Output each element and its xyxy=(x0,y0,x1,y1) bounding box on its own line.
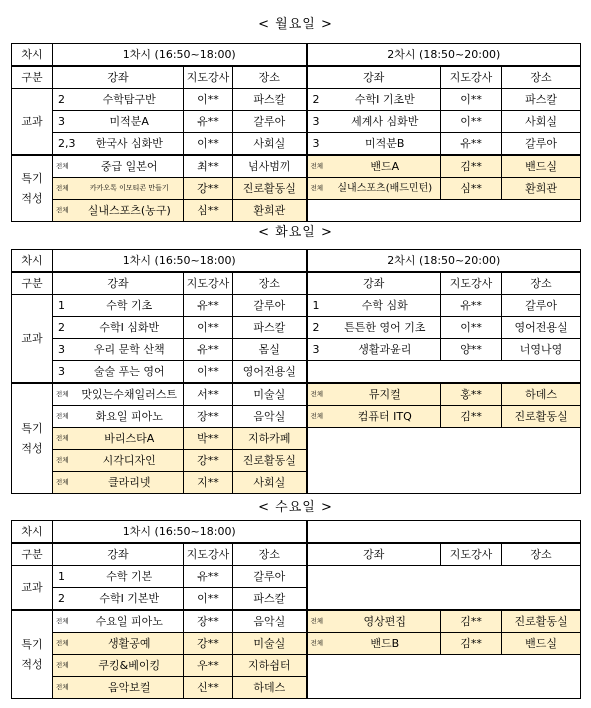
category-teukgi-line1: 특기 xyxy=(21,171,43,185)
course-name: 뮤지컬 xyxy=(330,383,441,406)
teacher-name: 최** xyxy=(184,155,233,178)
empty-cell xyxy=(307,655,581,699)
grade-number: 2,3 xyxy=(53,133,76,156)
course-name: 수학 기본 xyxy=(76,566,184,588)
teacher-name: 이** xyxy=(184,317,233,339)
teacher-name: 유** xyxy=(184,566,233,588)
session2-header: 2차시 (18:50~20:00) xyxy=(307,250,581,273)
course-name: 한국사 심화반 xyxy=(76,133,184,156)
place-name: 영어전용실 xyxy=(502,317,581,339)
course-name: 수요일 피아노 xyxy=(76,610,184,633)
place-name: 지하카페 xyxy=(233,428,307,450)
day-title-tuesday: < 화요일 > xyxy=(258,225,333,240)
all-grade-tag: 전체 xyxy=(53,655,76,677)
place-name: 갈루아 xyxy=(233,295,307,317)
teacher-name: 박** xyxy=(184,428,233,450)
course-name: 미적분B xyxy=(330,133,441,156)
course-name: 미적분A xyxy=(76,111,184,133)
column-header-row xyxy=(12,543,581,566)
course-name: 실내스포츠(배드민턴) xyxy=(330,178,441,200)
teacher-header: 지도강사 xyxy=(184,272,233,295)
course-name: 음악보컬 xyxy=(76,677,184,699)
category-teukgi xyxy=(12,610,53,699)
course-name: 수학탐구반 xyxy=(76,89,184,111)
course-name: 수학Ⅰ 기본반 xyxy=(76,588,184,611)
course-name: 클라리넷 xyxy=(76,472,184,494)
grade-number: 3 xyxy=(307,339,330,361)
teacher-name: 유** xyxy=(441,133,502,156)
category-teukgi-line2: 적성 xyxy=(21,657,43,671)
all-grade-tag: 전체 xyxy=(53,383,76,406)
teacher-name: 홍** xyxy=(441,383,502,406)
all-grade-tag: 전체 xyxy=(53,200,76,222)
place-header: 장소 xyxy=(502,272,581,295)
grade-number: 3 xyxy=(53,111,76,133)
all-grade-tag: 전체 xyxy=(53,178,76,200)
all-grade-tag: 전체 xyxy=(307,406,330,428)
course-name: 세계사 심화반 xyxy=(330,111,441,133)
all-grade-tag: 전체 xyxy=(53,155,76,178)
teacher-name: 이** xyxy=(184,133,233,156)
course-name: 쿠킹&베이킹 xyxy=(76,655,184,677)
course-name: 수학Ⅰ 기초반 xyxy=(330,89,441,111)
teacher-name: 유** xyxy=(184,339,233,361)
course-name: 시각디자인 xyxy=(76,450,184,472)
teacher-name: 유** xyxy=(184,295,233,317)
course-name: 맛있는수채일러스트 xyxy=(76,383,184,406)
teacher-name: 우** xyxy=(184,655,233,677)
teacher-name: 서** xyxy=(184,383,233,406)
table-row xyxy=(12,610,581,633)
grade-number: 1 xyxy=(53,295,76,317)
teacher-name: 이** xyxy=(441,111,502,133)
course-name: 컴퓨터 ITQ xyxy=(330,406,441,428)
gubun-label: 구분 xyxy=(12,543,53,566)
all-grade-tag: 전체 xyxy=(53,677,76,699)
place-name: 파스칼 xyxy=(502,89,581,111)
category-teukgi-line1: 특기 xyxy=(21,421,43,435)
teacher-name: 양** xyxy=(441,339,502,361)
place-name: 파스칼 xyxy=(233,89,307,111)
teacher-header: 지도강사 xyxy=(184,543,233,566)
all-grade-tag: 전체 xyxy=(307,610,330,633)
empty-cell xyxy=(307,200,581,222)
place-header: 장소 xyxy=(502,543,581,566)
table-row xyxy=(12,633,581,655)
teacher-name: 이** xyxy=(441,317,502,339)
place-name: 파스칼 xyxy=(233,317,307,339)
teacher-name: 이** xyxy=(184,361,233,384)
all-grade-tag: 전체 xyxy=(53,610,76,633)
place-name: 진로활동실 xyxy=(233,450,307,472)
course-name: 수학 심화 xyxy=(330,295,441,317)
table-row xyxy=(12,317,581,339)
session1-header: 1차시 (16:50~18:00) xyxy=(53,44,307,67)
teacher-name: 강** xyxy=(184,633,233,655)
place-header: 장소 xyxy=(233,543,307,566)
place-name: 진로활동실 xyxy=(502,610,581,633)
category-gyogwa: 교과 xyxy=(12,566,53,611)
place-name: 갈루아 xyxy=(502,295,581,317)
wednesday-table xyxy=(11,520,581,699)
all-grade-tag: 전체 xyxy=(53,428,76,450)
course-header: 강좌 xyxy=(307,66,441,89)
teacher-name: 장** xyxy=(184,610,233,633)
teacher-name: 이** xyxy=(184,588,233,611)
teacher-name: 장** xyxy=(184,406,233,428)
course-name: 생활과윤리 xyxy=(330,339,441,361)
place-name: 미술실 xyxy=(233,383,307,406)
course-header: 강좌 xyxy=(53,272,184,295)
all-grade-tag: 전체 xyxy=(307,633,330,655)
table-row xyxy=(12,383,581,406)
day-title-wednesday: < 수요일 > xyxy=(258,500,333,515)
empty-cell xyxy=(307,361,581,384)
teacher-header: 지도강사 xyxy=(441,272,502,295)
session2-header-empty xyxy=(307,521,581,544)
category-gyogwa: 교과 xyxy=(12,89,53,156)
tuesday-table xyxy=(11,249,581,494)
place-name: 음악실 xyxy=(233,610,307,633)
all-grade-tag: 전체 xyxy=(53,406,76,428)
session1-header: 1차시 (16:50~18:00) xyxy=(53,521,307,544)
gubun-label: 구분 xyxy=(12,66,53,89)
grade-number: 1 xyxy=(53,566,76,588)
course-name: 밴드B xyxy=(330,633,441,655)
course-name: 중급 일본어 xyxy=(76,155,184,178)
table-row xyxy=(12,295,581,317)
place-header: 장소 xyxy=(233,66,307,89)
course-name: 실내스포츠(농구) xyxy=(76,200,184,222)
table-row xyxy=(12,406,581,428)
teacher-name: 심** xyxy=(441,178,502,200)
place-name: 음악실 xyxy=(233,406,307,428)
grade-number: 3 xyxy=(53,339,76,361)
table-row xyxy=(12,655,581,677)
course-name: 튼튼한 영어 기초 xyxy=(330,317,441,339)
place-name: 하데스 xyxy=(502,383,581,406)
grade-number: 2 xyxy=(53,588,76,611)
place-header: 장소 xyxy=(502,66,581,89)
table-row xyxy=(12,178,581,200)
grade-number: 2 xyxy=(307,317,330,339)
monday-table xyxy=(11,43,581,222)
teacher-name: 김** xyxy=(441,610,502,633)
column-header-row xyxy=(12,272,581,295)
all-grade-tag: 전체 xyxy=(307,178,330,200)
grade-number: 3 xyxy=(307,111,330,133)
place-name: 환희관 xyxy=(502,178,581,200)
place-name: 밴드실 xyxy=(502,633,581,655)
place-name: 몸실 xyxy=(233,339,307,361)
teacher-name: 김** xyxy=(441,406,502,428)
all-grade-tag: 전체 xyxy=(53,472,76,494)
all-grade-tag: 전체 xyxy=(307,155,330,178)
all-grade-tag: 전체 xyxy=(307,383,330,406)
place-name: 진로활동실 xyxy=(502,406,581,428)
course-name: 영상편집 xyxy=(330,610,441,633)
teacher-name: 신** xyxy=(184,677,233,699)
course-header: 강좌 xyxy=(307,543,441,566)
grade-number: 3 xyxy=(307,133,330,156)
table-row xyxy=(12,566,581,588)
session-row xyxy=(12,44,581,67)
category-teukgi-line2: 적성 xyxy=(21,441,43,455)
place-name: 갈루아 xyxy=(233,111,307,133)
table-row xyxy=(12,89,581,111)
place-name: 밴드실 xyxy=(502,155,581,178)
chasi-label: 차시 xyxy=(12,250,53,273)
teacher-name: 강** xyxy=(184,450,233,472)
day-title-monday: < 월요일 > xyxy=(258,17,333,32)
teacher-name: 지** xyxy=(184,472,233,494)
teacher-header: 지도강사 xyxy=(184,66,233,89)
session1-header: 1차시 (16:50~18:00) xyxy=(53,250,307,273)
place-name: 사회실 xyxy=(233,472,307,494)
course-name: 수학 기초 xyxy=(76,295,184,317)
teacher-name: 이** xyxy=(184,89,233,111)
place-name: 환희관 xyxy=(233,200,307,222)
teacher-name: 이** xyxy=(441,89,502,111)
teacher-name: 강** xyxy=(184,178,233,200)
place-name: 갈루아 xyxy=(233,566,307,588)
teacher-name: 심** xyxy=(184,200,233,222)
session-row xyxy=(12,521,581,544)
course-header: 강좌 xyxy=(53,66,184,89)
category-gyogwa: 교과 xyxy=(12,295,53,384)
all-grade-tag: 전체 xyxy=(53,450,76,472)
teacher-name: 유** xyxy=(184,111,233,133)
place-name: 갈루아 xyxy=(502,133,581,156)
course-name: 카카오톡 이모티콘 만들기 xyxy=(76,178,184,200)
chasi-label: 차시 xyxy=(12,44,53,67)
course-name: 화요일 피아노 xyxy=(76,406,184,428)
course-name: 밴드A xyxy=(330,155,441,178)
teacher-header: 지도강사 xyxy=(441,543,502,566)
course-name: 술술 푸는 영어 xyxy=(76,361,184,384)
category-teukgi-line2: 적성 xyxy=(21,191,43,205)
place-name: 하데스 xyxy=(233,677,307,699)
place-name: 파스칼 xyxy=(233,588,307,611)
course-name: 생활공예 xyxy=(76,633,184,655)
course-name: 바리스타A xyxy=(76,428,184,450)
session2-header: 2차시 (18:50~20:00) xyxy=(307,44,581,67)
table-row xyxy=(12,155,581,178)
category-teukgi xyxy=(12,383,53,494)
session-row xyxy=(12,250,581,273)
chasi-label: 차시 xyxy=(12,521,53,544)
place-name: 너영나영 xyxy=(502,339,581,361)
course-name: 우리 문학 산책 xyxy=(76,339,184,361)
place-name: 넘사범끼 xyxy=(233,155,307,178)
grade-number: 1 xyxy=(307,295,330,317)
empty-cell xyxy=(307,566,581,611)
place-name: 사회실 xyxy=(502,111,581,133)
column-header-row xyxy=(12,66,581,89)
place-name: 진로활동실 xyxy=(233,178,307,200)
place-name: 영어전용실 xyxy=(233,361,307,384)
place-name: 지하쉼터 xyxy=(233,655,307,677)
all-grade-tag: 전체 xyxy=(53,633,76,655)
teacher-name: 김** xyxy=(441,633,502,655)
place-name: 사회실 xyxy=(233,133,307,156)
place-name: 미술실 xyxy=(233,633,307,655)
course-header: 강좌 xyxy=(53,543,184,566)
table-row xyxy=(12,361,581,384)
category-teukgi-line1: 특기 xyxy=(21,637,43,651)
teacher-header: 지도강사 xyxy=(441,66,502,89)
course-header: 강좌 xyxy=(307,272,441,295)
gubun-label: 구분 xyxy=(12,272,53,295)
teacher-name: 김** xyxy=(441,155,502,178)
teacher-name: 유** xyxy=(441,295,502,317)
empty-cell xyxy=(307,428,581,494)
table-row xyxy=(12,339,581,361)
category-teukgi xyxy=(12,155,53,222)
grade-number: 2 xyxy=(53,317,76,339)
grade-number: 3 xyxy=(53,361,76,384)
grade-number: 2 xyxy=(307,89,330,111)
course-name: 수학Ⅰ 심화반 xyxy=(76,317,184,339)
table-row xyxy=(12,200,581,222)
table-row xyxy=(12,133,581,156)
grade-number: 2 xyxy=(53,89,76,111)
place-header: 장소 xyxy=(233,272,307,295)
table-row xyxy=(12,428,581,450)
table-row xyxy=(12,111,581,133)
